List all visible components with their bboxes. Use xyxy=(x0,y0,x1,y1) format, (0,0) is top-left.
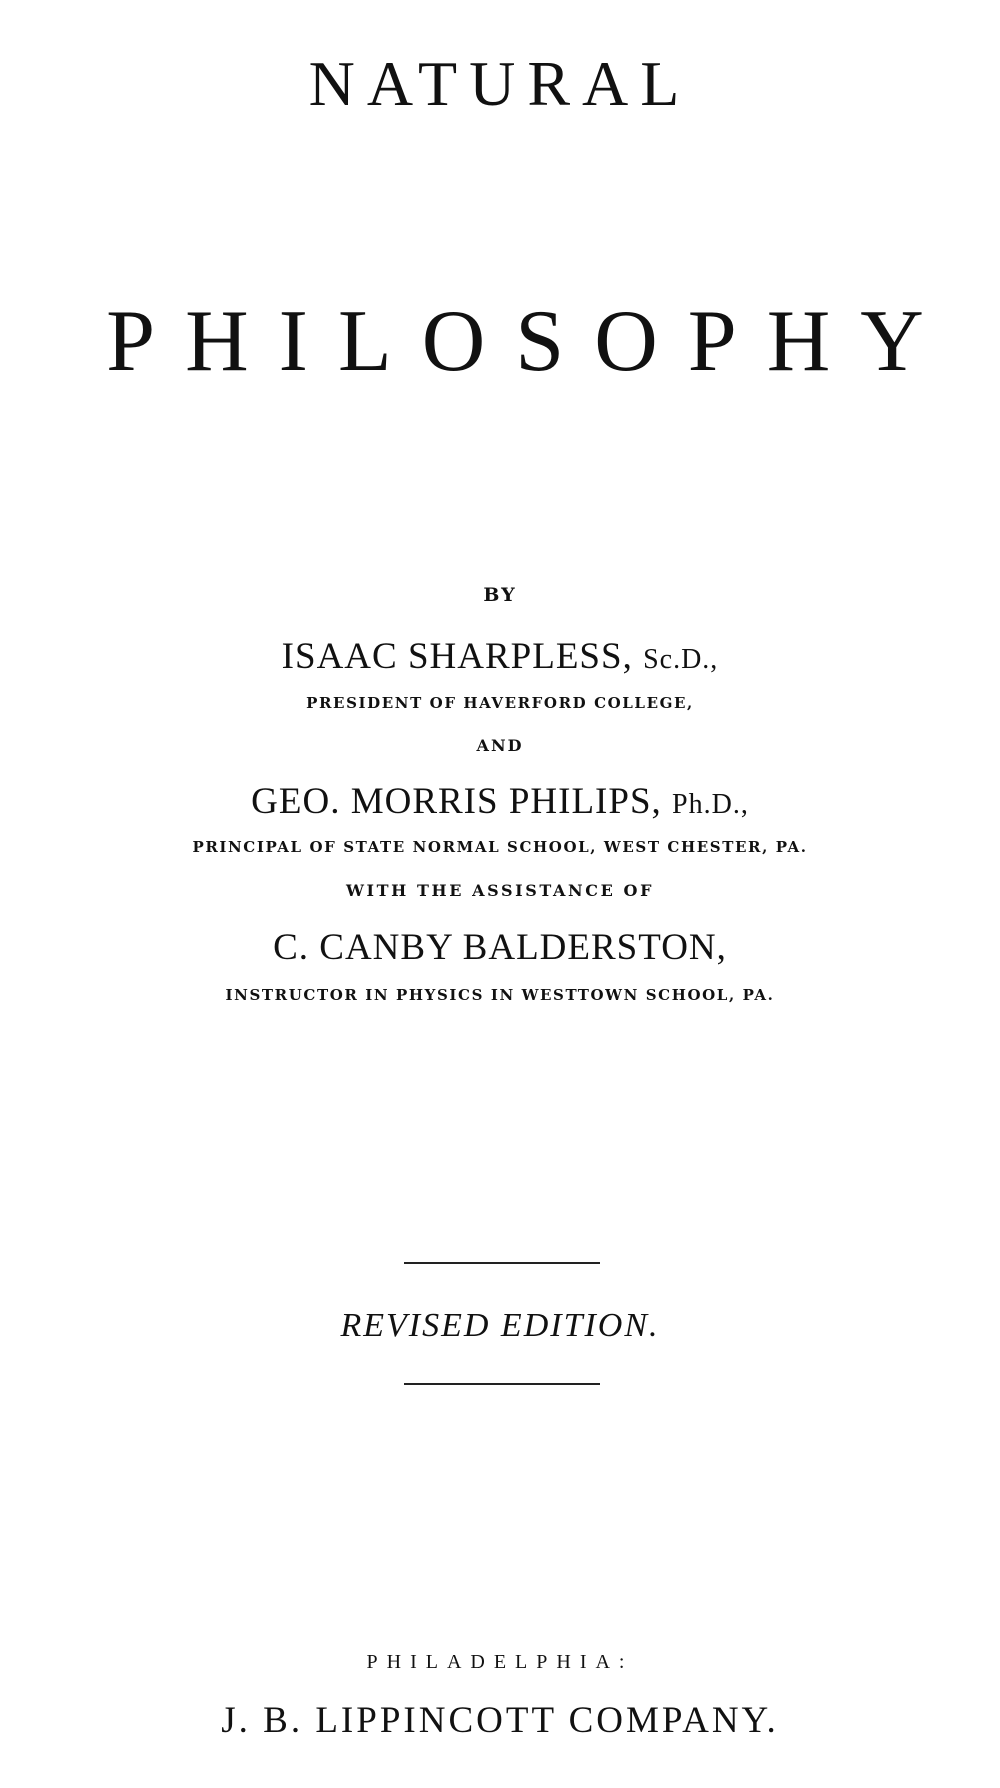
imprint-publisher: J. B. LIPPINCOTT COMPANY. xyxy=(221,1700,779,1741)
title-line-philosophy: PHILOSOPHY xyxy=(106,293,954,390)
author-sharpless xyxy=(0,638,1000,675)
assistance-label: WITH THE ASSISTANCE OF xyxy=(345,881,655,900)
assistant-balderston-name: C. CANBY BALDERSTON, xyxy=(273,927,727,968)
author-philips xyxy=(0,783,1000,820)
assistant-balderston-position: INSTRUCTOR IN PHYSICS IN WESTTOWN SCHOOL, PA. xyxy=(225,986,775,1004)
edition-label: REVISED EDITION. xyxy=(340,1307,660,1344)
author-sharpless-degree: Sc.D., xyxy=(643,644,719,675)
divider-rule-bottom xyxy=(404,1383,600,1385)
imprint-city: PHILADELPHIA: xyxy=(366,1651,634,1673)
and-label: AND xyxy=(476,736,524,755)
divider-rule-top xyxy=(404,1262,600,1264)
by-label: BY xyxy=(483,584,517,606)
author-philips-position: PRINCIPAL OF STATE NORMAL SCHOOL, WEST CHESTER, PA. xyxy=(192,838,808,856)
author-philips-degree: Ph.D., xyxy=(672,789,749,820)
author-sharpless-name: ISAAC SHARPLESS, xyxy=(281,636,633,677)
title-line-natural: NATURAL xyxy=(308,48,692,119)
author-sharpless-position: PRESIDENT OF HAVERFORD COLLEGE, xyxy=(306,694,694,712)
author-philips-name: GEO. MORRIS PHILIPS, xyxy=(251,781,662,822)
